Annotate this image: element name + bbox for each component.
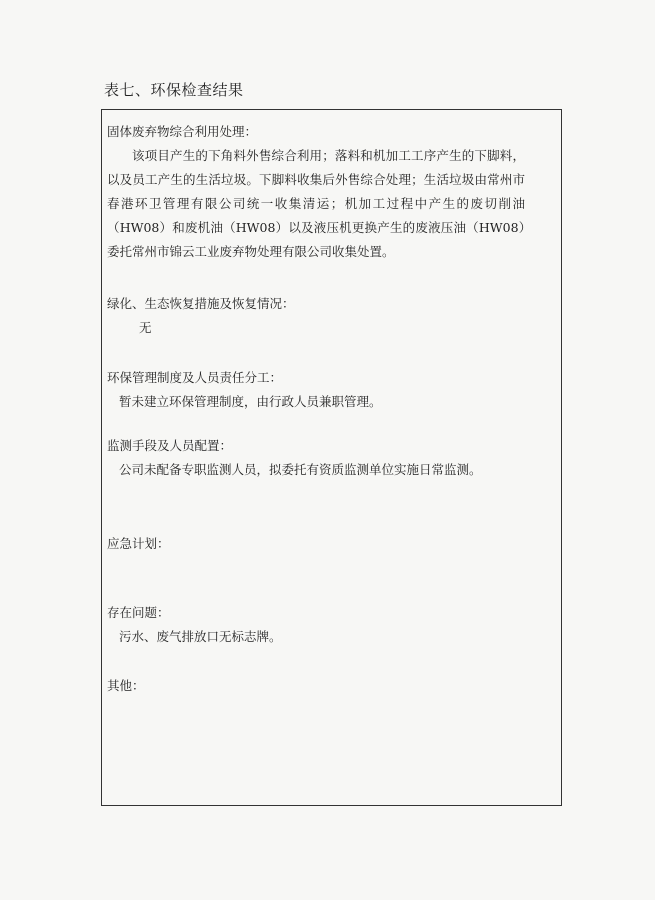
section-greening: [107, 292, 295, 340]
section-heading: 固体废弃物综合利用处理：: [107, 124, 258, 139]
section-body: 该项目产生的下角料外售综合利用；落料和机加工工序产生的下脚料，以及员工产生的生活垃圾。下脚料收集后外售综合处理；生活垃圾由常州市春港环卫管理有限公司统一收集清运；机加工过程中产生的废切削油（HW08）和废机油（HW08）以及液压机更换产生的废液压油（HW08）委托常州市锦云工业废弃物处理有限公司收集处置。: [107, 148, 525, 259]
section-solid-waste: [107, 120, 525, 264]
section-body: 污水、废气排放口无标志牌。: [119, 629, 282, 644]
section-body: 暂未建立环保管理制度，由行政人员兼职管理。: [119, 394, 382, 409]
section-heading: 其他：: [107, 678, 145, 693]
section-issues: [107, 601, 282, 649]
section-emergency-plan: [107, 532, 170, 556]
page-title: 表七、环保检查结果: [104, 81, 244, 99]
section-heading: 存在问题：: [107, 605, 170, 620]
section-body: 公司未配备专职监测人员，拟委托有资质监测单位实施日常监测。: [119, 462, 482, 477]
section-heading: 绿化、生态恢复措施及恢复情况：: [107, 296, 295, 311]
section-body: 无: [139, 320, 152, 335]
section-management: [107, 366, 382, 414]
section-other: [107, 674, 145, 698]
section-heading: 应急计划：: [107, 536, 170, 551]
section-heading: 监测手段及人员配置：: [107, 438, 233, 453]
section-monitoring: [107, 434, 482, 482]
section-heading: 环保管理制度及人员责任分工：: [107, 370, 283, 385]
